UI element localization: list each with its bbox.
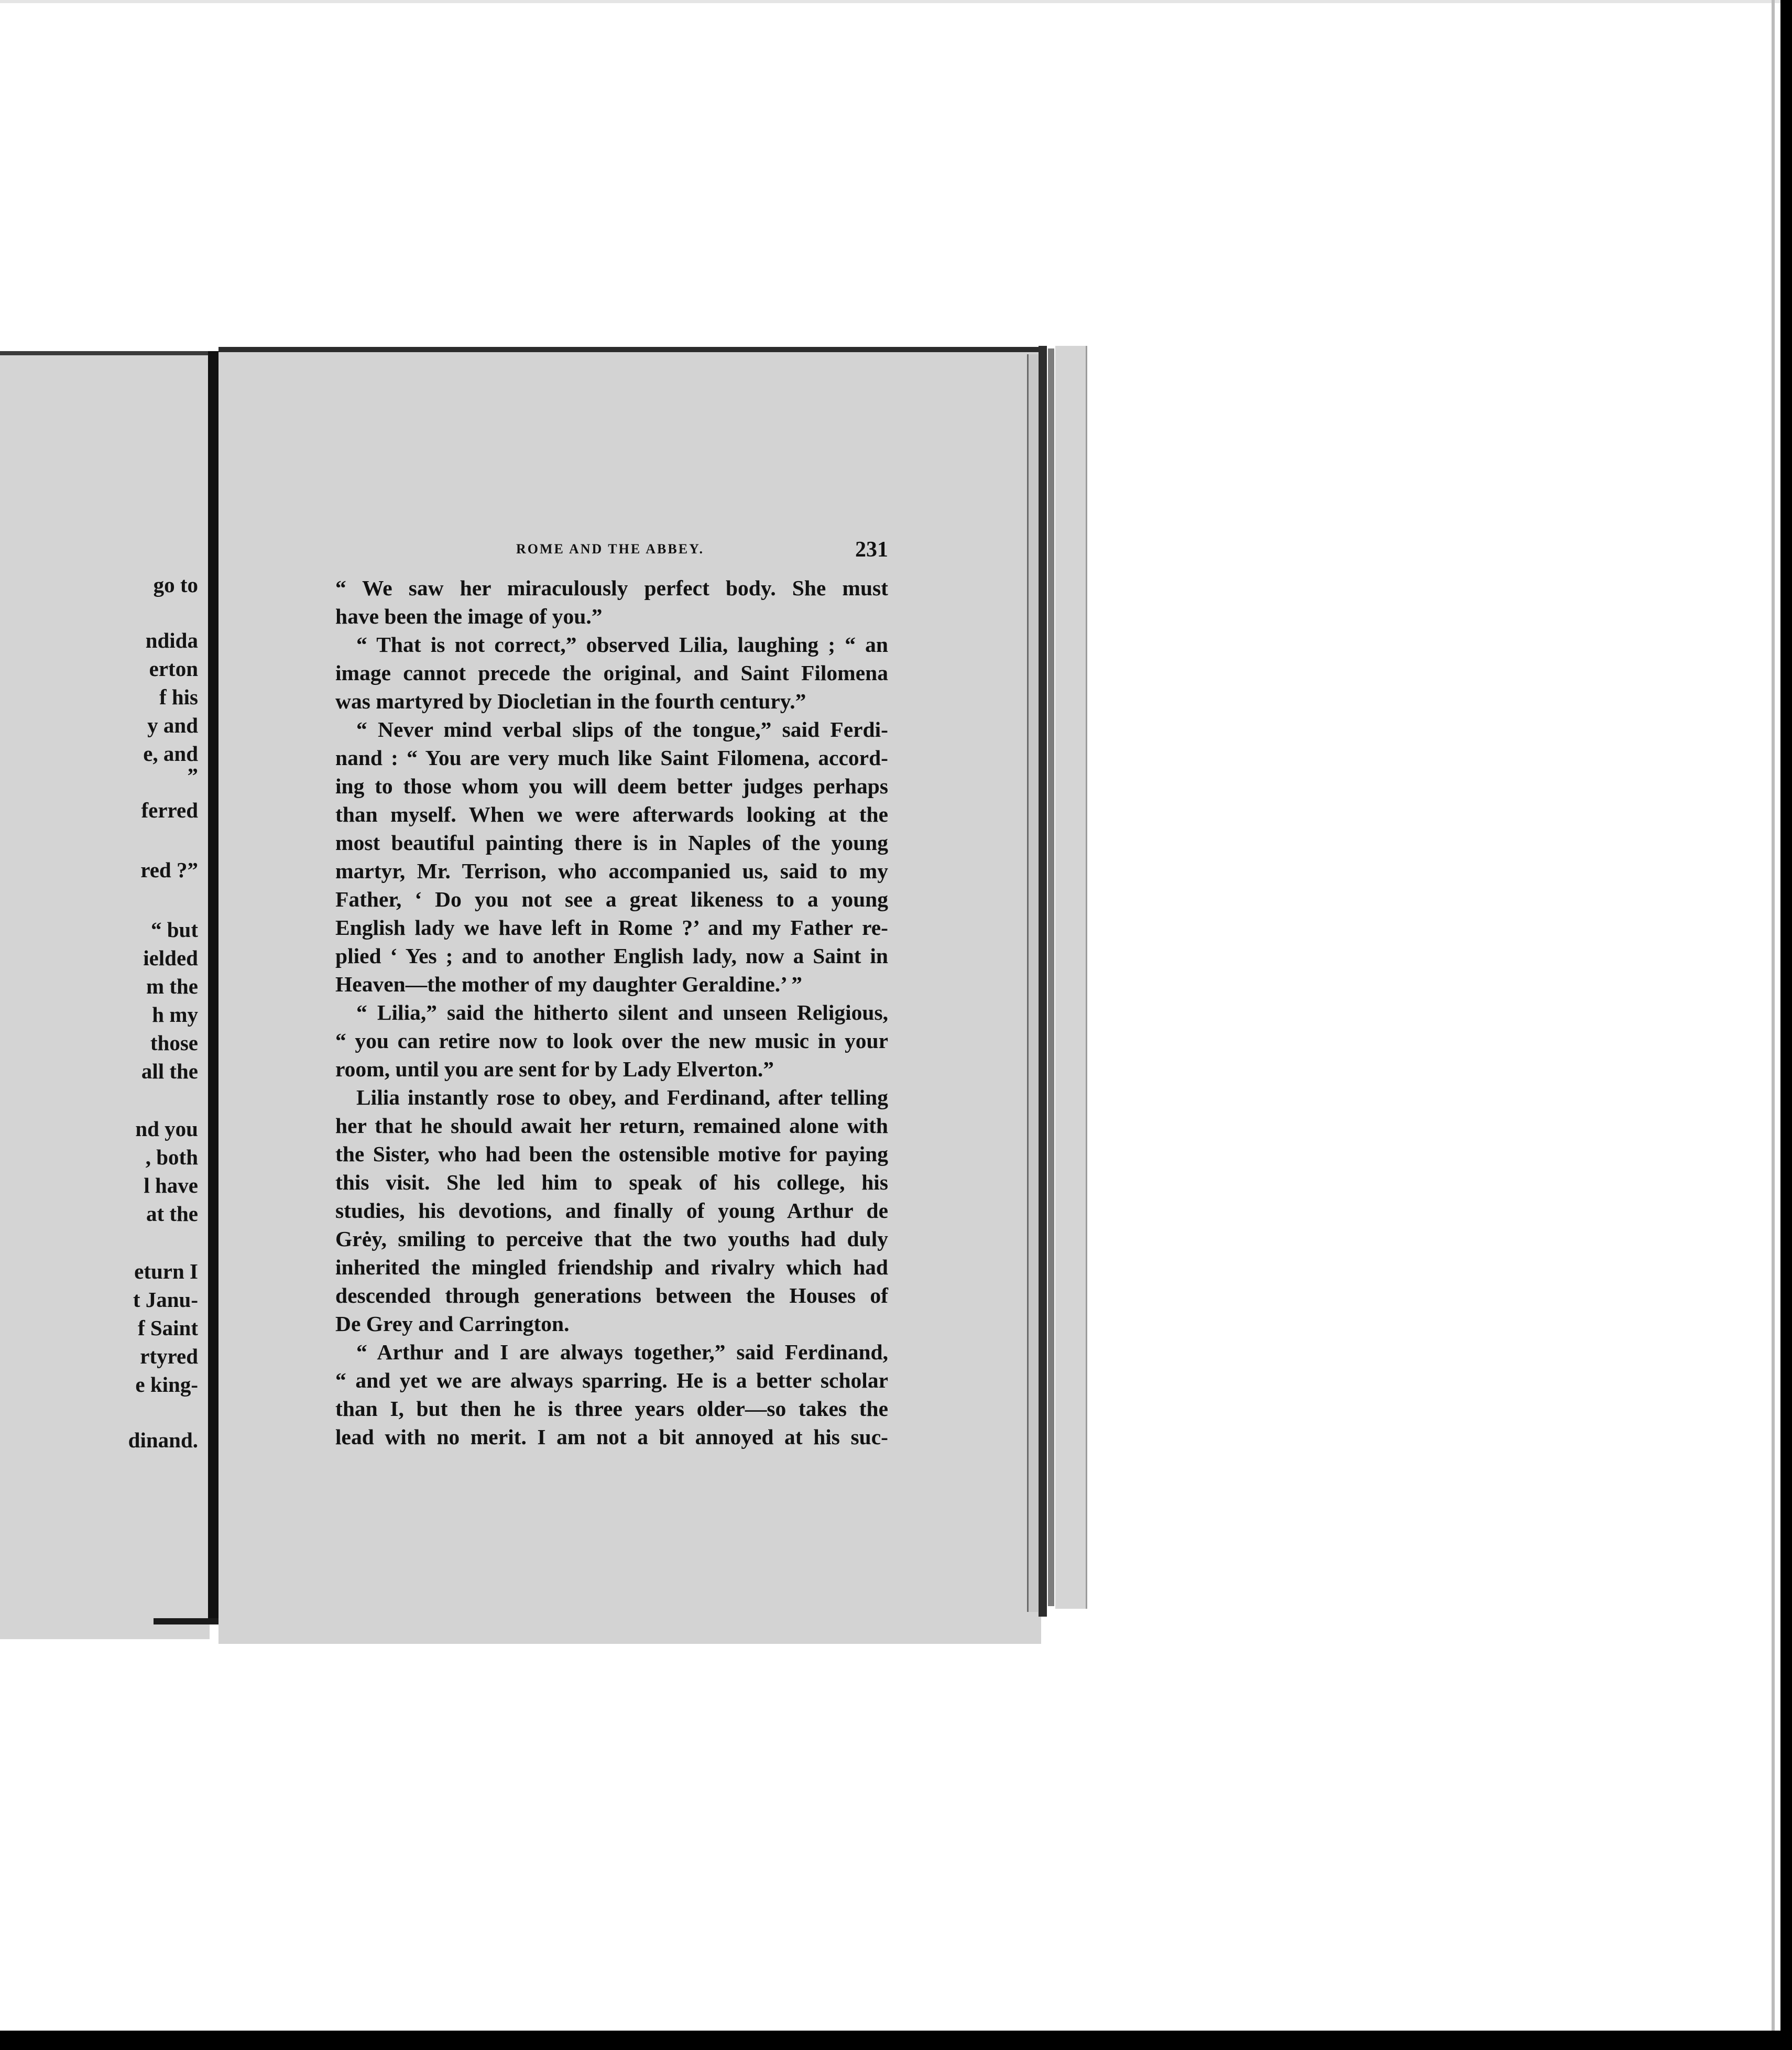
left-line-8: ” <box>187 764 198 788</box>
page-text <box>335 537 888 1451</box>
left-line-26: t Janu- <box>133 1288 198 1312</box>
left-line-9: ferred <box>141 798 198 822</box>
left-line-28: rtyred <box>140 1344 198 1368</box>
body-line: her that he should await her return, remained alone with <box>335 1114 888 1138</box>
left-line-16: h my <box>152 1002 198 1027</box>
body-line: lead with no merit. I am not a bit annoyed at his suc- <box>335 1425 888 1449</box>
right-border-edge <box>1772 0 1775 2031</box>
top-border <box>0 0 1780 3</box>
body-line: “ That is not correct,” observed Lilia, laughing ; “ an <box>356 633 888 657</box>
left-line-5: f his <box>159 685 198 709</box>
body-line: descended through generations between the Houses of <box>335 1283 888 1307</box>
body-line: image cannot precede the original, and Saint Filomena <box>335 661 888 685</box>
body-line: martyr, Mr. Terrison, who accompanied us, said to my <box>335 859 888 883</box>
left-line-20: nd you <box>135 1117 198 1141</box>
body-line: Father, ‘ Do you not see a great likeness to a young <box>335 887 888 911</box>
left-line-22: l have <box>144 1173 198 1197</box>
body-line: Heaven—the mother of my daughter Geraldine.’ ” <box>335 972 802 996</box>
book-cover-edge <box>1055 346 1087 1609</box>
body-line: nand : “ You are very much like Saint Filomena, accord- <box>335 746 888 770</box>
left-line-29: e king- <box>135 1372 198 1397</box>
bottom-border <box>0 2031 1792 2050</box>
left-line-4: erton <box>149 657 198 681</box>
body-line: “ Arthur and I are always together,” said Ferdinand, <box>356 1340 888 1364</box>
body-line: most beautiful painting there is in Naples of the young <box>335 831 888 855</box>
left-line-18: all the <box>141 1059 198 1083</box>
running-head <box>335 537 888 574</box>
left-line-3: ndida <box>145 628 198 652</box>
running-title: ROME AND THE ABBEY. <box>516 541 704 557</box>
page-edge <box>1048 348 1054 1606</box>
body-line: this visit. She led him to speak of his college, his <box>335 1170 888 1194</box>
left-line-13: “ but <box>150 918 198 942</box>
right-border <box>1780 0 1792 2050</box>
body-line: Grėy, smiling to perceive that the two youths had duly <box>335 1227 888 1251</box>
body-line: room, until you are sent for by Lady Elverton.” <box>335 1057 774 1081</box>
body-line: plied ‘ Yes ; and to another English lady, now a Saint in <box>335 944 888 968</box>
body-line: ing to those whom you will deem better judges perhaps <box>335 774 888 798</box>
left-line-7: e, and <box>143 742 198 766</box>
body-line: English lady we have left in Rome ?’ and my Father re- <box>335 915 888 940</box>
body-line: “ We saw her miraculously perfect body. She must <box>335 576 888 600</box>
body-line: inherited the mingled friendship and rivalry which had <box>335 1255 888 1279</box>
left-line-17: those <box>150 1031 198 1055</box>
page-edge <box>1027 354 1038 1612</box>
left-line-27: f Saint <box>137 1316 198 1340</box>
left-line-14: ielded <box>143 946 198 970</box>
left-line-25: eturn I <box>134 1259 198 1283</box>
left-line-1: go to <box>153 573 198 597</box>
body-line: “ Never mind verbal slips of the tongue,” said Ferdi- <box>356 717 888 742</box>
body-line: have been the image of you.” <box>335 604 603 628</box>
book-gutter <box>208 351 218 1622</box>
left-line-21: , both <box>145 1145 198 1169</box>
body-line: “ you can retire now to look over the new music in your <box>335 1029 888 1053</box>
left-line-31: dinand. <box>128 1428 198 1452</box>
left-line-6: y and <box>147 713 198 737</box>
body-line: the Sister, who had been the ostensible motive for paying <box>335 1142 888 1166</box>
body-line: “ and yet we are always sparring. He is a better scholar <box>335 1368 888 1392</box>
page-edge <box>1039 346 1047 1617</box>
left-line-23: at the <box>146 1202 198 1226</box>
body-line: De Grey and Carrington. <box>335 1312 570 1336</box>
body-line: “ Lilia,” said the hitherto silent and unseen Religious, <box>356 1000 888 1024</box>
left-line-11: red ?” <box>140 858 198 882</box>
left-page-fragment <box>0 351 210 1639</box>
body-line: was martyred by Diocletian in the fourth century.” <box>335 689 806 713</box>
page-number: 231 <box>855 538 888 562</box>
body-line: Lilia instantly rose to obey, and Ferdinand, after telling <box>356 1085 888 1109</box>
body-line: than myself. When we were afterwards looking at the <box>335 802 888 826</box>
body-line: than I, but then he is three years older—so takes the <box>335 1397 888 1421</box>
body-line: studies, his devotions, and finally of young Arthur de <box>335 1198 888 1223</box>
left-line-15: m the <box>146 974 198 998</box>
